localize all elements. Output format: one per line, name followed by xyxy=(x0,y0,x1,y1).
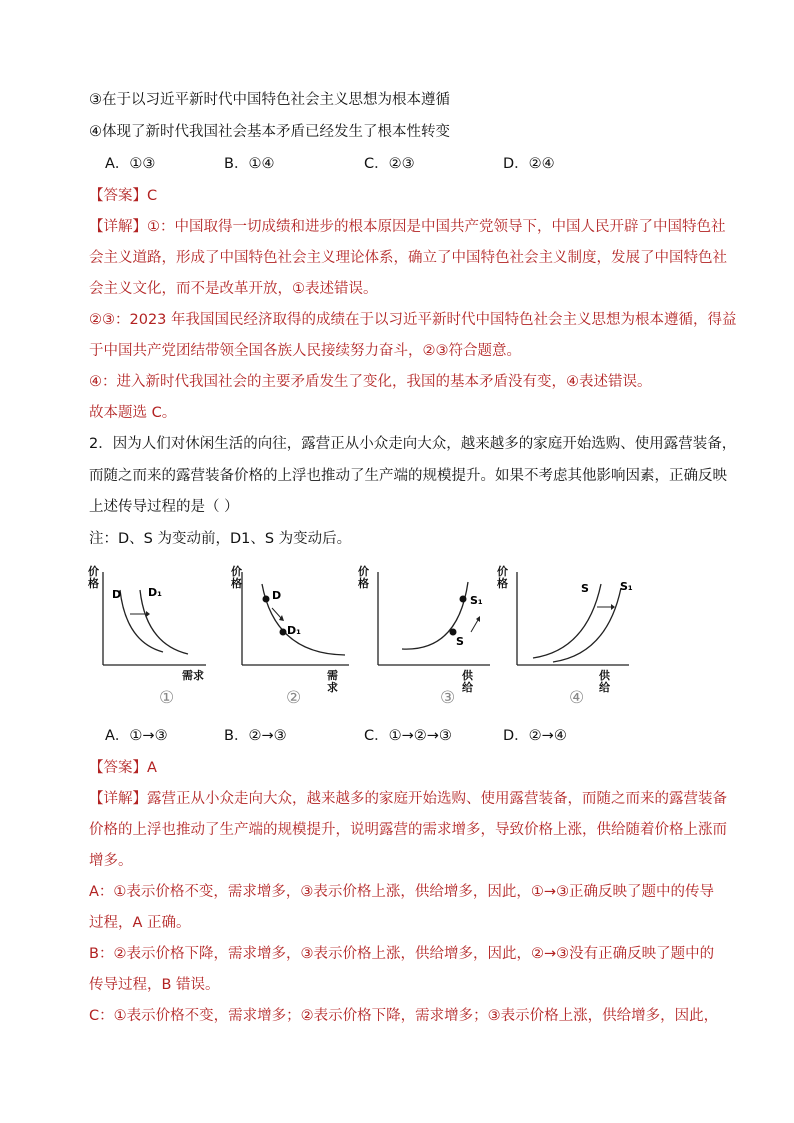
figure-4-caption: ④ xyxy=(569,688,585,708)
move-arrow xyxy=(471,620,478,632)
q1-detail-3: ④：进入新时代我国社会的主要矛盾发生了变化，我国的基本矛盾没有变，④表述错误。 xyxy=(89,374,652,390)
answer-label: 【答案】 xyxy=(89,760,147,776)
point-d1-label: D₁ xyxy=(287,624,301,637)
q2-detail-b2: 传导过程，B 错误。 xyxy=(89,977,220,993)
curve-d1-label: D₁ xyxy=(148,586,162,599)
figure-4-x-label: 供给 xyxy=(599,669,610,694)
detail-label: 【详解】 xyxy=(89,219,147,235)
figure-1-graph xyxy=(88,562,208,682)
point-d-label: D xyxy=(272,589,282,602)
figure-1 xyxy=(88,562,208,712)
answer-value: A xyxy=(147,760,157,776)
figure-2-y-label: 价格 xyxy=(231,565,242,590)
shift-arrow-head xyxy=(146,611,150,617)
detail-text: ①：中国取得一切成绩和进步的根本原因是中国共产党领导下，中国人民开辟了中国特色社 xyxy=(147,219,726,235)
figure-4 xyxy=(497,562,633,712)
q2-detail-1b: 价格的上浮也推动了生产端的规模提升，说明露营的需求增多，导致价格上涨，供给随着价格上涨而 xyxy=(89,822,727,838)
detail-label: 【详解】 xyxy=(89,791,147,807)
figure-2-graph xyxy=(227,562,357,682)
q1-detail-2a: ②③：2023 年我国国民经济取得的成绩在于以习近平新时代中国特色社会主义思想为根本遵循，得益 xyxy=(89,312,737,328)
q1-option-d: D．②④ xyxy=(503,156,555,172)
figure-3 xyxy=(358,562,483,712)
q2-option-d: D．②→④ xyxy=(503,728,567,744)
answer-label: 【答案】 xyxy=(89,188,147,204)
curve-s-label: S xyxy=(581,582,589,595)
q1-option-b: B．①④ xyxy=(224,156,275,172)
curve-s xyxy=(533,584,601,658)
q1-answer xyxy=(89,186,157,206)
q1-detail-1b: 会主义道路，形成了中国特色社会主义理论体系，确立了中国特色社会主义制度，发展了中国特色社 xyxy=(89,250,727,266)
q2-detail-a2: 过程，A 正确。 xyxy=(89,915,191,931)
q1-option-c: C．②③ xyxy=(364,156,415,172)
point-s1-label: S₁ xyxy=(470,594,483,607)
q2-stem-1: 2．因为人们对休闲生活的向往，露营正从小众走向大众，越来越多的家庭开始选购、使用露营装备， xyxy=(89,436,737,452)
q2-option-c: C．①→②→③ xyxy=(364,728,452,744)
point-s-label: S xyxy=(456,635,464,648)
q2-detail-1c: 增多。 xyxy=(89,853,133,869)
figure-2-x-label: 需求 xyxy=(327,669,338,694)
figure-4-y-label: 价格 xyxy=(497,565,508,590)
q2-stem-2: 而随之而来的露营装备价格的上浮也推动了生产端的规模提升。如果不考虑其他影响因素，正确反映 xyxy=(89,468,727,484)
q2-detail-a1: A：①表示价格不变，需求增多，③表示价格上涨，供给增多，因此，①→③正确反映了题中的传导 xyxy=(89,884,715,900)
figure-3-x-label: 供给 xyxy=(462,669,473,694)
q2-detail-1a xyxy=(89,789,727,809)
q2-answer xyxy=(89,758,157,778)
figure-1-y-label: 价格 xyxy=(88,565,99,590)
figure-1-x-label: 需求 xyxy=(182,669,204,682)
curve-d-label: D xyxy=(112,588,122,601)
q1-detail-1a xyxy=(89,217,726,237)
figure-1-caption: ① xyxy=(159,688,175,708)
q1-conclusion: 故本题选 C。 xyxy=(89,405,177,421)
figure-4-graph xyxy=(497,562,637,682)
figure-3-y-label: 价格 xyxy=(358,565,369,590)
statement-3: ③在于以习近平新时代中国特色社会主义思想为根本遵循 xyxy=(89,92,450,108)
figure-3-graph xyxy=(358,562,498,682)
curve-s1-label: S₁ xyxy=(620,580,633,593)
figure-3-caption: ③ xyxy=(440,688,456,708)
curve-s1 xyxy=(553,588,621,662)
q1-option-a: A．①③ xyxy=(105,156,156,172)
q2-detail-b1: B：②表示价格下降，需求增多，③表示价格上涨，供给增多，因此，②→③没有正确反映了题中的 xyxy=(89,946,715,962)
detail-text: 露营正从小众走向大众，越来越多的家庭开始选购、使用露营装备，而随之而来的露营装备 xyxy=(147,791,727,807)
point-d1 xyxy=(280,629,287,636)
q2-detail-c1: C：①表示价格不变，需求增多；②表示价格下降，需求增多；③表示价格上涨，供给增多，因此， xyxy=(89,1008,719,1024)
figure-2 xyxy=(227,562,347,712)
figure-2-caption: ② xyxy=(286,688,302,708)
q1-detail-2b: 于中国共产党团结带领全国各族人民接续努力奋斗，②③符合题意。 xyxy=(89,343,521,359)
move-arrow-head xyxy=(476,616,480,622)
statement-4: ④体现了新时代我国社会基本矛盾已经发生了根本性转变 xyxy=(89,124,450,140)
point-d xyxy=(263,596,270,603)
q2-option-b: B．②→③ xyxy=(224,728,287,744)
q2-stem-3: 上述传导过程的是（ ） xyxy=(89,499,239,515)
q1-detail-1c: 会主义文化，而不是改革开放，①表述错误。 xyxy=(89,281,378,297)
point-s1 xyxy=(460,596,467,603)
q2-option-a: A．①→③ xyxy=(105,728,168,744)
answer-value: C xyxy=(147,188,158,204)
q2-note: 注：D、S 为变动前，D1、S 为变动后。 xyxy=(89,531,352,547)
